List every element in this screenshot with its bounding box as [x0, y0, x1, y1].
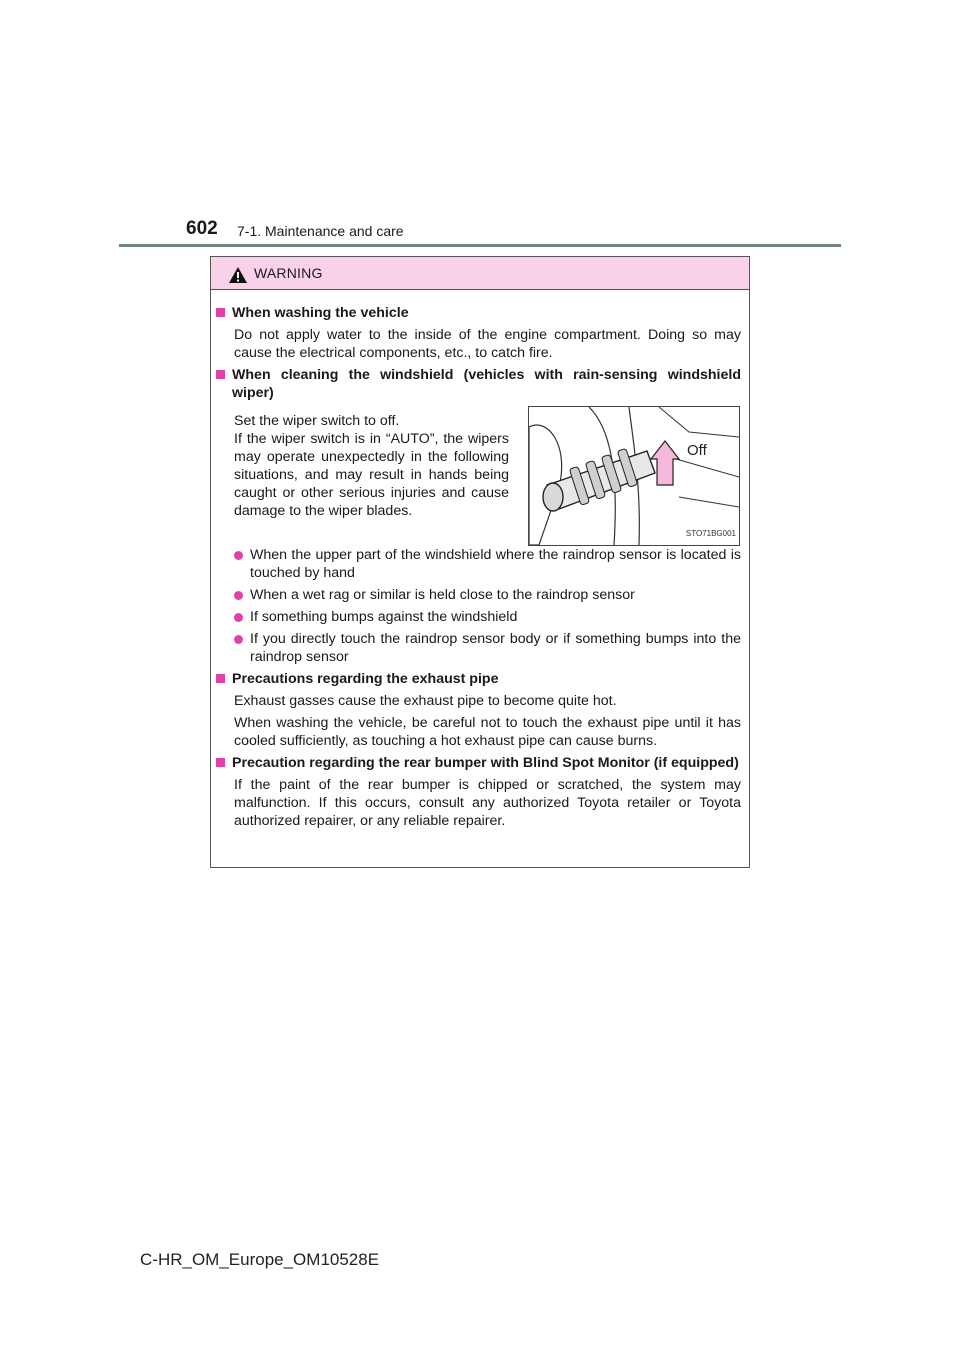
- item-heading: Precaution regarding the rear bumper with Blind Spot Monitor (if equipped): [232, 755, 739, 771]
- round-bullet-icon: [234, 591, 243, 600]
- item-heading: When washing the vehicle: [232, 305, 409, 321]
- warning-item-exhaust: [216, 670, 741, 688]
- warning-box: [210, 256, 750, 868]
- wiper-instruction-text: Set the wiper switch to off. If the wiper switch is in “AUTO”, the wipers may operate unexpectedly in the following situations, and may result in hands being caught or other serious injuries and cause damage to the wiper blades.: [234, 413, 509, 519]
- wiper-row: [234, 406, 741, 546]
- bullet-text: When the upper part of the windshield where the raindrop sensor is located is touched by hand: [250, 547, 741, 581]
- bullet-text: When a wet rag or similar is held close to the raindrop sensor: [250, 587, 635, 603]
- item-heading: When cleaning the windshield (vehicles with rain-sensing windshield wiper): [232, 367, 741, 401]
- page-number: 602: [186, 218, 218, 239]
- wiper-switch-illustration: [528, 406, 740, 546]
- round-bullet-icon: [234, 613, 243, 622]
- bullet-text: If you directly touch the raindrop sensor body or if something bumps into the raindrop sensor: [250, 631, 741, 665]
- warning-item-windshield: [216, 366, 741, 402]
- item-heading: Precautions regarding the exhaust pipe: [232, 671, 499, 687]
- warning-item-bumper: [216, 754, 741, 772]
- square-bullet-icon: [216, 674, 225, 683]
- square-bullet-icon: [216, 758, 225, 767]
- list-item: [234, 630, 741, 666]
- bullet-text: If something bumps against the windshield: [250, 609, 518, 625]
- header-rule: [119, 244, 841, 247]
- square-bullet-icon: [216, 308, 225, 317]
- warning-body: [211, 290, 749, 830]
- square-bullet-icon: [216, 370, 225, 379]
- figure-code: STO71BG001: [685, 529, 736, 538]
- warning-item-washing: [216, 304, 741, 322]
- item-text: When washing the vehicle, be careful not to touch the exhaust pipe until it has cooled sufficiently, as touching a hot exhaust pipe can cause burns.: [234, 715, 741, 749]
- list-item: [234, 586, 741, 604]
- round-bullet-icon: [234, 551, 243, 560]
- round-bullet-icon: [234, 635, 243, 644]
- warning-title: WARNING: [254, 265, 323, 281]
- warning-triangle-icon: [228, 266, 248, 284]
- figure-off-label: Off: [687, 442, 707, 459]
- document-code: C-HR_OM_Europe_OM10528E: [140, 1250, 380, 1269]
- list-item: [234, 546, 741, 582]
- list-item: [234, 608, 741, 626]
- warning-header: [211, 257, 749, 290]
- item-text: Do not apply water to the inside of the engine compartment. Doing so may cause the electrical components, etc., to catch fire.: [234, 327, 741, 361]
- item-text: Exhaust gasses cause the exhaust pipe to become quite hot.: [234, 693, 617, 709]
- item-text: If the paint of the rear bumper is chipped or scratched, the system may malfunction. If this occurs, consult any authorized Toyota retailer or Toyota authorized repairer, or any reliable repairer.: [234, 777, 741, 829]
- section-title: 7-1. Maintenance and care: [237, 223, 404, 239]
